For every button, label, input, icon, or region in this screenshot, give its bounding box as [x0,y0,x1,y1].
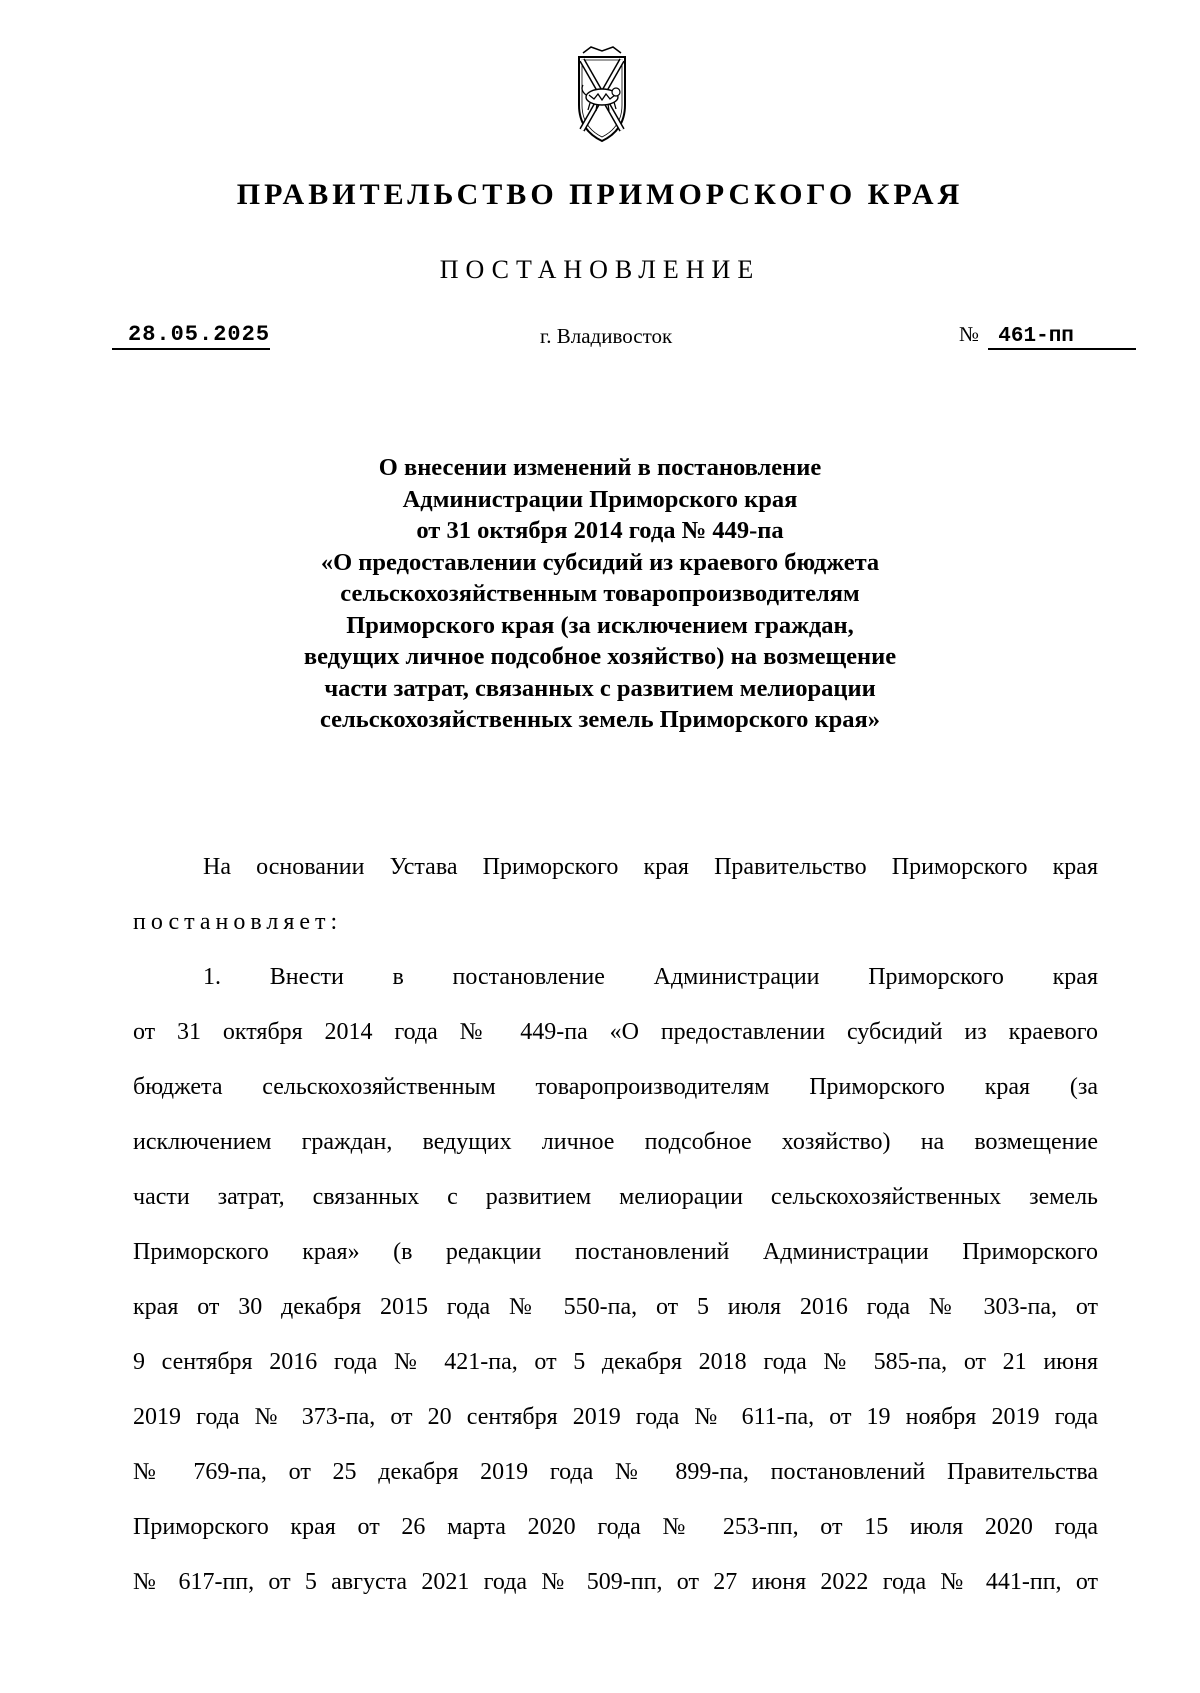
document-date: 28.05.2025 [112,322,270,350]
number-sign: № [959,322,980,346]
body-line: № 769-па, от 25 декабря 2019 года № 899-па, постановлений Правительства [133,1459,1098,1485]
body-line: края от 30 декабря 2015 года № 550-па, от 5 июля 2016 года № 303-па, от [133,1294,1098,1320]
body-line: Приморского края от 26 марта 2020 года № 253-пп, от 15 июля 2020 года [133,1514,1098,1540]
body-line: Приморского края» (в редакции постановлений Администрации Приморского [133,1239,1098,1265]
body-line: от 31 октября 2014 года № 449-па «О предоставлении субсидий из краевого [133,1019,1098,1045]
coat-of-arms-primorsky-krai-icon [575,45,629,145]
body-line: бюджета сельскохозяйственным товаропроизводителям Приморского края (за [133,1074,1098,1100]
document-subject [200,452,1000,736]
body-line-decree-word: постановляет: [133,909,343,935]
government-title: ПРАВИТЕЛЬСТВО ПРИМОРСКОГО КРАЯ [236,178,964,211]
subject-line: Приморского края (за исключением граждан, [346,611,854,639]
subject-line: ведущих личное подсобное хозяйство) на возмещение [303,643,897,670]
body-line: № 617-пп, от 5 августа 2021 года № 509-пп, от 27 июня 2022 года № 441-пп, от [133,1569,1098,1595]
document-city: г. Владивосток [540,324,673,348]
document-type: ПОСТАНОВЛЕНИЕ [439,255,761,284]
body-line: На основании Устава Приморского края Правительство Приморского края [203,854,1098,880]
body-line: 9 сентября 2016 года № 421-па, от 5 декабря 2018 года № 585-па, от 21 июня [133,1349,1098,1375]
body-line: части затрат, связанных с развитием мелиорации сельскохозяйственных земель [133,1184,1098,1210]
body-line: 1. Внести в постановление Администрации Приморского края [203,964,1098,990]
subject-line: О внесении изменений в постановление [378,454,822,481]
document-number: 461-пп [988,325,1136,350]
document-number-block [959,322,1136,350]
body-line: 2019 года № 373-па, от 20 сентября 2019 года № 611-па, от 19 ноября 2019 года [133,1404,1098,1430]
subject-line: части затрат, связанных с развитием мелиорации [324,674,876,702]
subject-line: «О предоставлении субсидий из краевого бюджета [320,548,880,576]
body-line: исключением граждан, ведущих личное подсобное хозяйство) на возмещение [133,1129,1098,1155]
subject-line: от 31 октября 2014 года № 449-па [416,517,784,544]
subject-line: сельскохозяйственных земель Приморского края» [319,706,881,733]
subject-line: Администрации Приморского края [402,485,798,513]
document-body [133,840,1098,1610]
subject-line: сельскохозяйственным товаропроизводителям [340,580,860,607]
